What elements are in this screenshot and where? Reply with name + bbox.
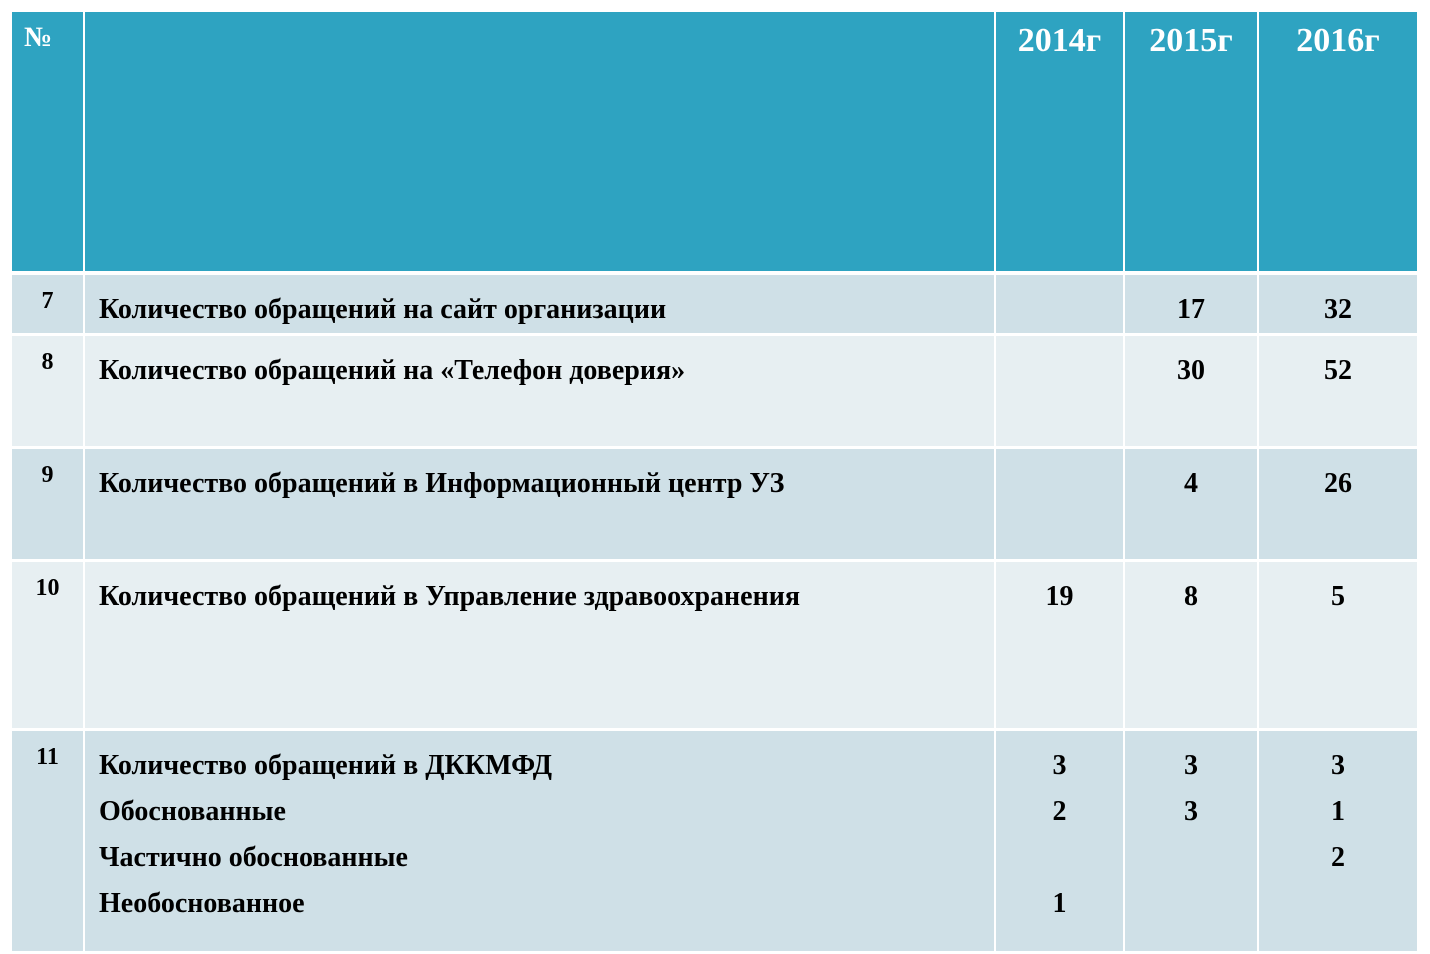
header-year-2014: 2014г <box>995 12 1124 273</box>
header-number: № <box>12 12 84 273</box>
cell-2015 <box>1124 730 1258 953</box>
cell-value <box>1125 835 1257 881</box>
row-label <box>84 273 995 335</box>
row-label-line: Обоснованные <box>99 796 286 827</box>
cell-value: 5 <box>1331 581 1345 612</box>
cell-value: 52 <box>1324 355 1352 386</box>
cell-value: 8 <box>1184 581 1198 612</box>
row-label <box>84 561 995 730</box>
cell-2014 <box>995 335 1124 448</box>
cell-value: 3 <box>1184 796 1198 827</box>
cell-2015 <box>1124 273 1258 335</box>
cell-value <box>996 348 1123 394</box>
table-header-row <box>12 12 1417 273</box>
cell-2015 <box>1124 561 1258 730</box>
cell-value: 19 <box>1045 581 1074 612</box>
row-number: 7 <box>12 273 84 335</box>
cell-value: 26 <box>1324 468 1352 499</box>
row-label-line: Количество обращений в ДККМФД <box>99 750 552 781</box>
cell-value: 1 <box>1331 796 1345 827</box>
row-label <box>84 448 995 561</box>
cell-2016 <box>1258 561 1417 730</box>
table-row <box>12 730 1417 953</box>
cell-2016 <box>1258 273 1417 335</box>
cell-value: 17 <box>1177 294 1205 325</box>
row-label-line: Количество обращений в Информационный центр УЗ <box>99 468 785 499</box>
appeals-table <box>12 12 1417 954</box>
header-label <box>84 12 995 273</box>
cell-2014 <box>995 448 1124 561</box>
table-row <box>12 448 1417 561</box>
cell-value: 3 <box>1331 750 1345 781</box>
cell-value: 2 <box>1331 842 1345 873</box>
cell-2016 <box>1258 335 1417 448</box>
row-label <box>84 730 995 953</box>
cell-value <box>996 835 1123 881</box>
row-label-line: Количество обращений на «Телефон доверия» <box>99 355 686 386</box>
cell-value: 3 <box>1052 750 1067 781</box>
row-label-line: Необоснованное <box>99 888 305 919</box>
cell-value: 30 <box>1177 355 1205 386</box>
table-row <box>12 335 1417 448</box>
cell-2015 <box>1124 448 1258 561</box>
cell-value: 3 <box>1184 750 1198 781</box>
row-label-line: Количество обращений на сайт организации <box>99 294 667 325</box>
cell-value: 1 <box>1052 888 1067 919</box>
cell-value <box>996 461 1123 507</box>
row-number: 8 <box>12 335 84 448</box>
cell-2016 <box>1258 448 1417 561</box>
cell-2014 <box>995 561 1124 730</box>
table-row <box>12 273 1417 335</box>
row-label <box>84 335 995 448</box>
cell-value: 2 <box>1052 796 1067 827</box>
cell-value <box>1125 881 1257 927</box>
row-number: 10 <box>12 561 84 730</box>
cell-2015 <box>1124 335 1258 448</box>
cell-value <box>1259 881 1417 927</box>
row-number: 11 <box>12 730 84 953</box>
row-label-line: Частично обоснованные <box>99 842 408 873</box>
header-year-2015: 2015г <box>1124 12 1258 273</box>
row-label-line: Количество обращений в Управление здравоохранения <box>99 581 801 612</box>
cell-value: 32 <box>1324 294 1352 325</box>
cell-2014 <box>995 273 1124 335</box>
header-year-2016: 2016г <box>1258 12 1417 273</box>
cell-2014 <box>995 730 1124 953</box>
table-row <box>12 561 1417 730</box>
cell-2016 <box>1258 730 1417 953</box>
row-number: 9 <box>12 448 84 561</box>
cell-value: 4 <box>1184 468 1198 499</box>
cell-value <box>996 287 1123 333</box>
